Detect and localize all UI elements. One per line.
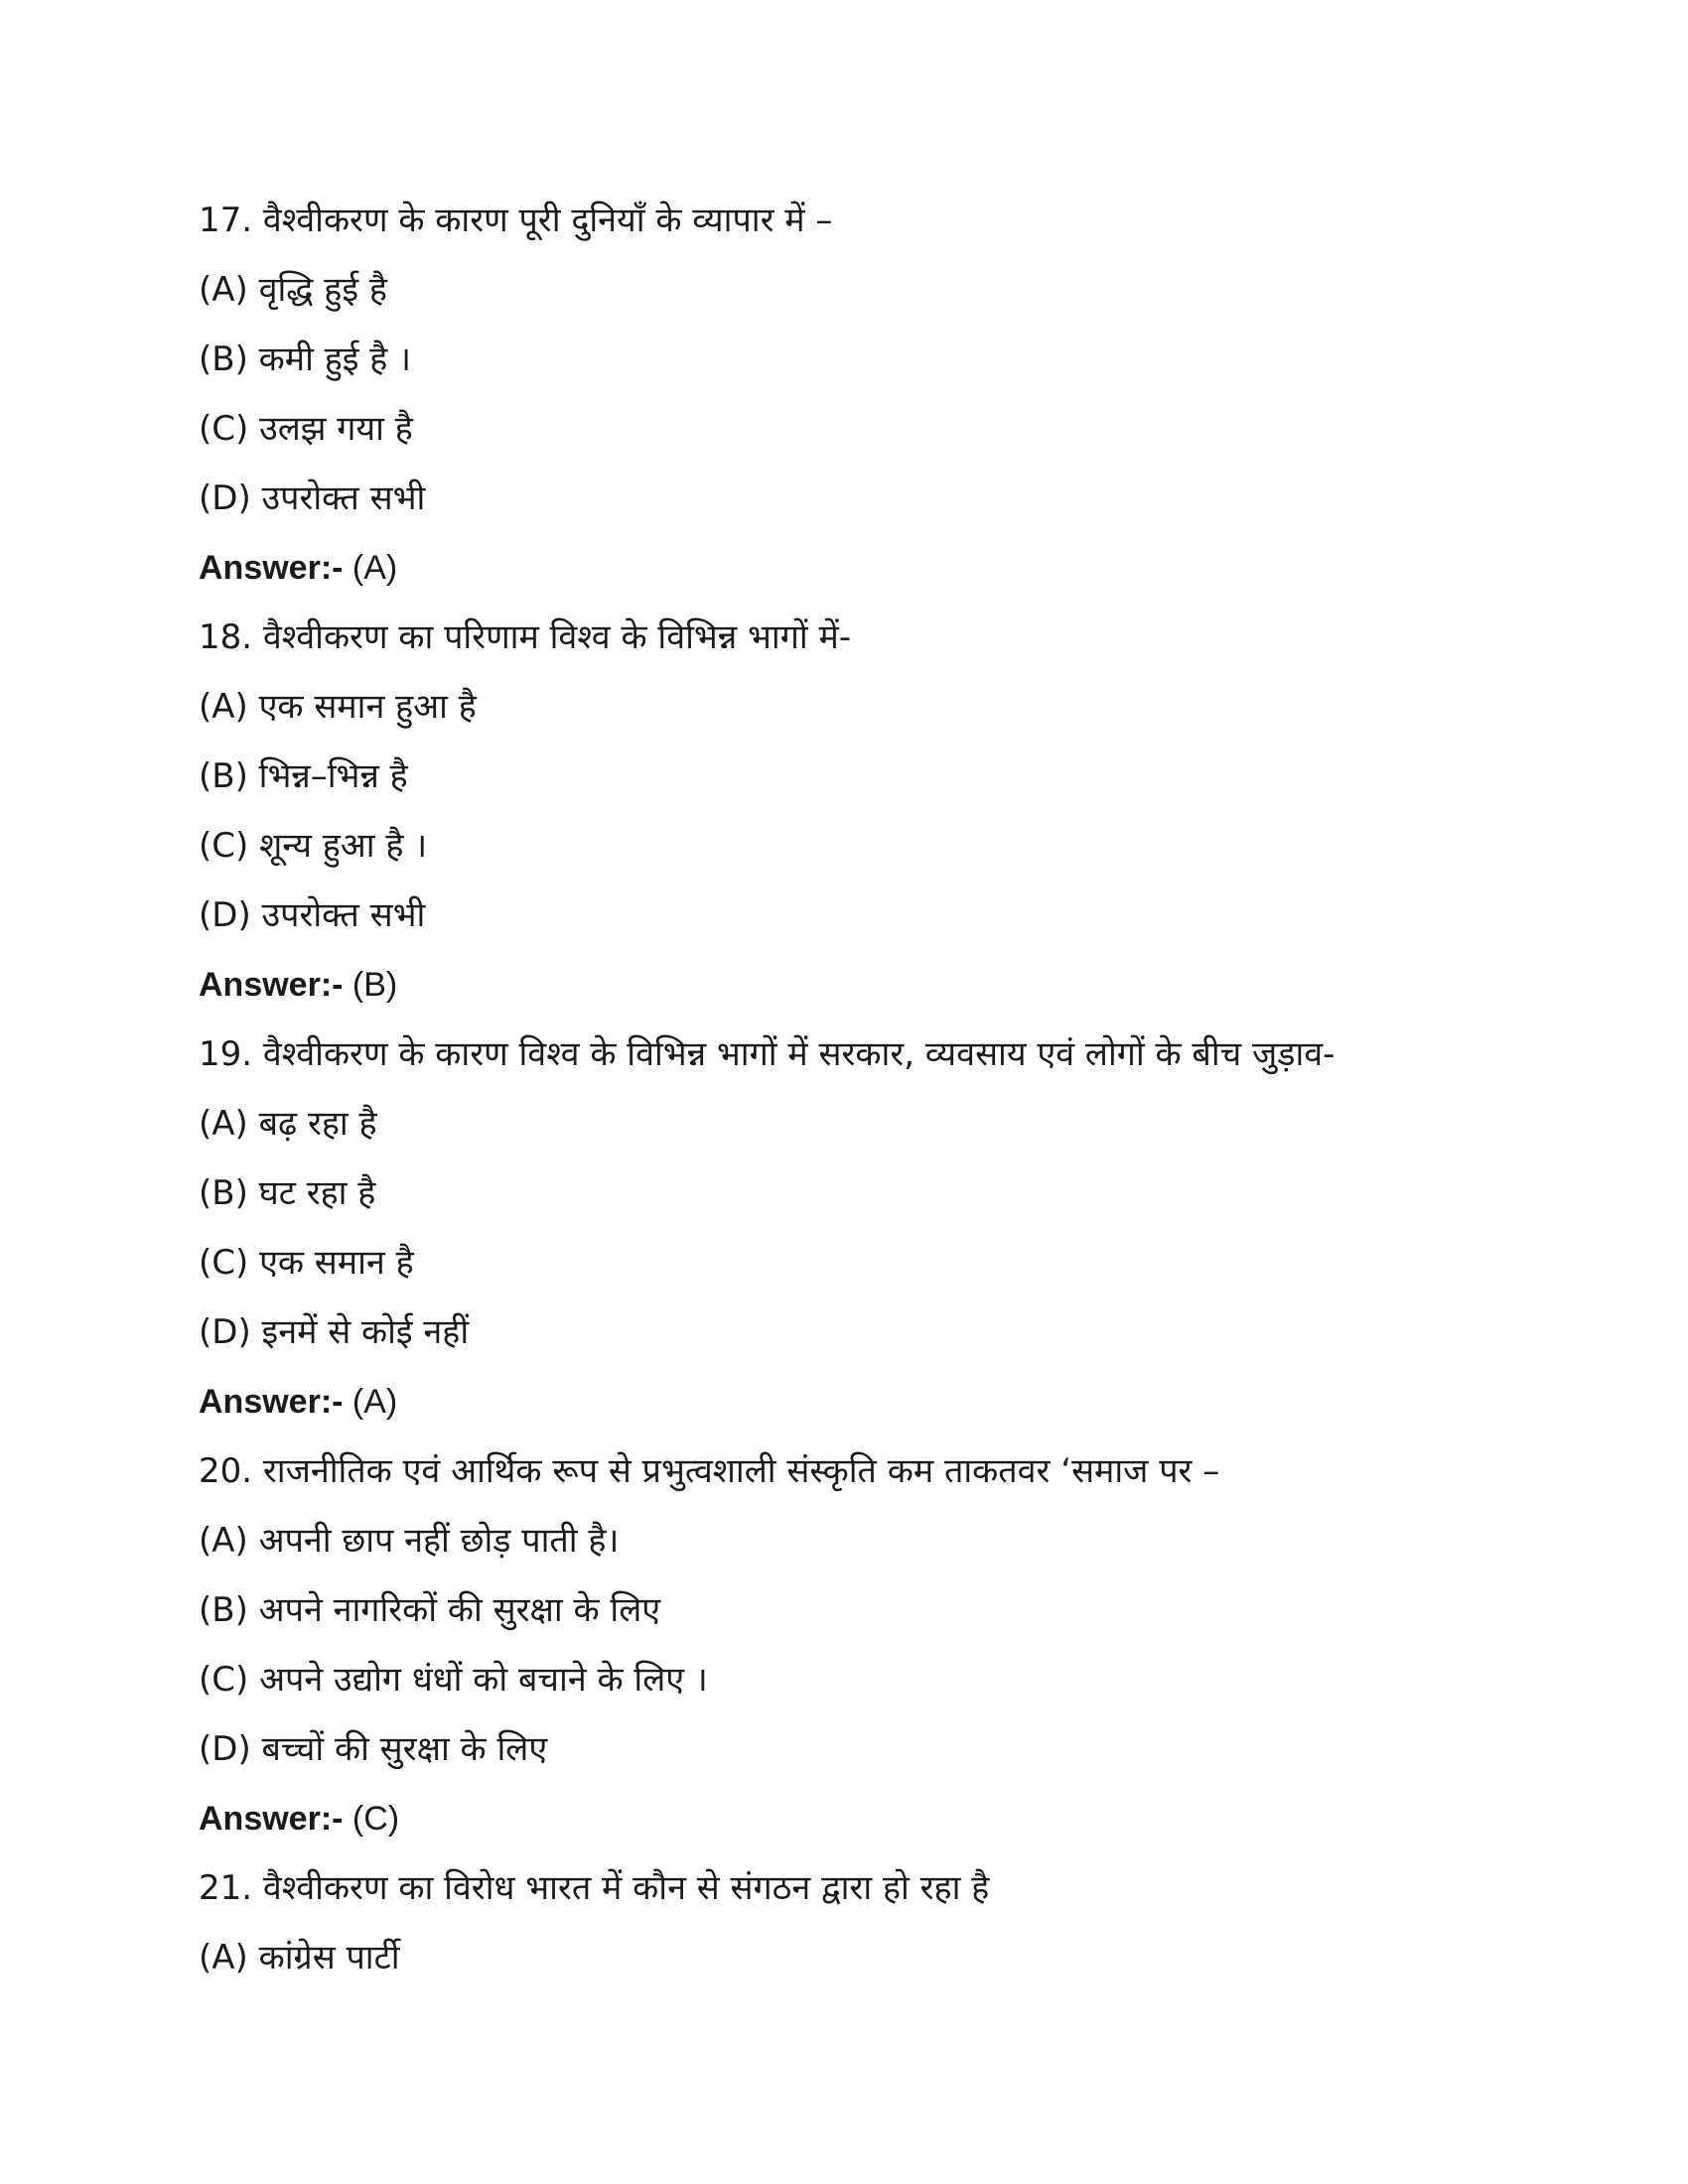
answer-label: Answer:- (199, 1383, 344, 1421)
answer-label: Answer:- (199, 549, 344, 587)
q17-option-c: (C) उलझ गया है (199, 409, 413, 449)
q17-option-b: (B) कमी हुई है । (199, 340, 412, 379)
answer-value: (B) (343, 966, 398, 1004)
q20-option-c: (C) अपने उद्योग धंधों को बचाने के लिए । (199, 1660, 708, 1700)
question-20: 20. राजनीतिक एवं आर्थिक रूप से प्रभुत्वशाली संस्कृति कम ताकतवर ‘समाज पर – (199, 1451, 1220, 1491)
answer-value: (A) (343, 1383, 398, 1421)
answer-value: (C) (343, 1800, 400, 1838)
q18-option-a: (A) एक समान हुआ है (199, 687, 477, 727)
q17-answer (199, 546, 1569, 590)
q19-option-c: (C) एक समान है (199, 1243, 414, 1283)
q17-option-d: (D) उपरोक्त सभी (199, 478, 426, 518)
q18-option-b: (B) भिन्न–भिन्न है (199, 756, 408, 796)
q19-option-a: (A) बढ़ रहा है (199, 1104, 377, 1144)
q18-answer (199, 963, 1569, 1007)
q20-option-b: (B) अपने नागरिकों की सुरक्षा के लिए (199, 1590, 661, 1630)
question-19: 19. वैश्वीकरण के कारण विश्व के विभिन्न भागों में सरकार, व्यवसाय एवं लोगों के बीच जुड़ाव- (199, 1034, 1336, 1074)
q20-answer (199, 1797, 1569, 1841)
answer-label: Answer:- (199, 1800, 344, 1838)
q19-answer (199, 1380, 1569, 1424)
answer-label: Answer:- (199, 966, 344, 1004)
q20-option-d: (D) बच्चों की सुरक्षा के लिए (199, 1729, 548, 1769)
q18-option-c: (C) शून्य हुआ है । (199, 826, 428, 866)
q17-option-a: (A) वृद्धि हुई है (199, 270, 387, 310)
q19-option-b: (B) घट रहा है (199, 1173, 376, 1213)
q21-option-a: (A) कांग्रेस पार्टी (199, 1938, 400, 1978)
question-18: 18. वैश्वीकरण का परिणाम विश्व के विभिन्न भागों में- (199, 617, 852, 657)
answer-value: (A) (343, 549, 398, 587)
question-21: 21. वैश्वीकरण का विरोध भारत में कौन से संगठन द्वारा हो रहा है (199, 1868, 990, 1908)
q20-option-a: (A) अपनी छाप नहीं छोड़ पाती है। (199, 1521, 620, 1561)
question-17: 17. वैश्वीकरण के कारण पूरी दुनियाँ के व्यापार में – (199, 201, 833, 240)
q18-option-d: (D) उपरोक्त सभी (199, 895, 426, 935)
q19-option-d: (D) इनमें से कोई नहीं (199, 1312, 470, 1352)
